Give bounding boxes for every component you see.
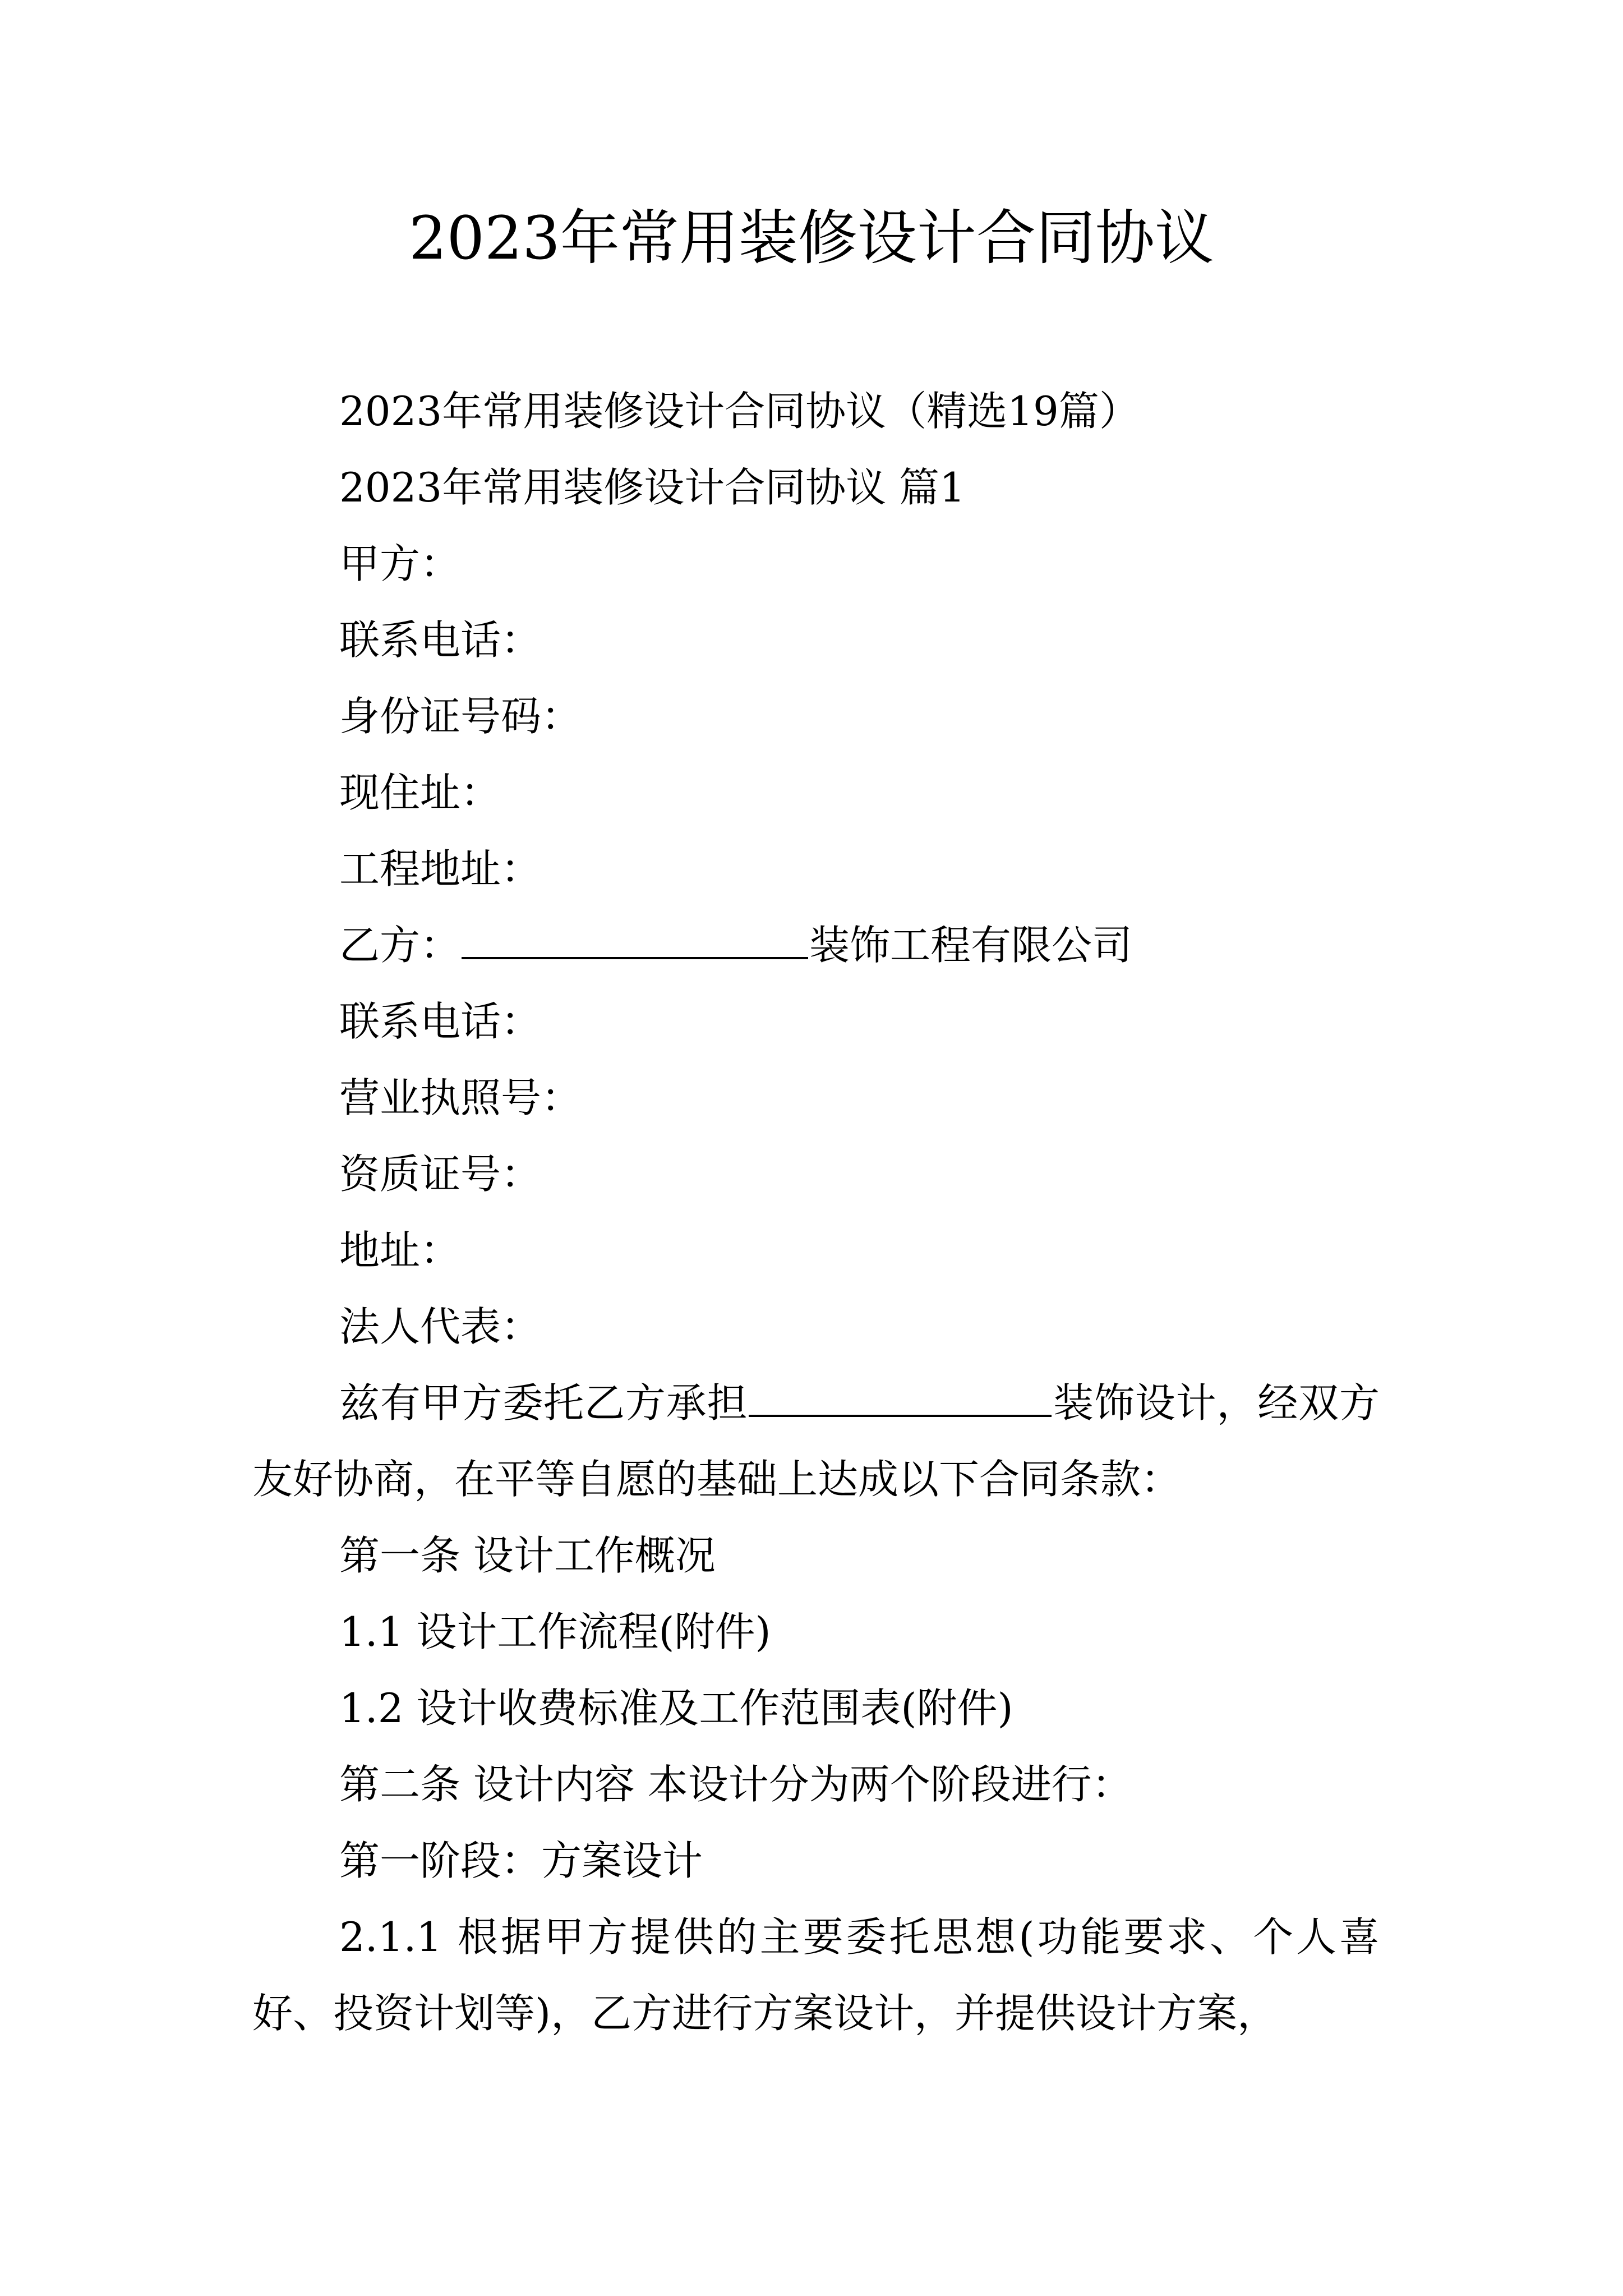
intro-prefix: 兹有甲方委托乙方承担: [339, 1379, 748, 1427]
party-b-suffix: 装饰工程有限公司: [809, 922, 1133, 969]
document-title: 2023年常用装修设计合同协议: [409, 204, 1214, 273]
party-a-label: 甲方：: [339, 540, 461, 587]
party-a-address-label: 现住址：: [339, 769, 501, 816]
item-1-2: 1.2 设计收费标准及工作范围表(附件): [339, 1685, 1013, 1732]
document-body: [252, 373, 1380, 2051]
party-a-phone-label: 联系电话：: [339, 616, 542, 664]
business-license-label: 营业执照号：: [339, 1074, 582, 1121]
intro-suffix: 装饰设计，经双方友好协商，在平等自愿的基础上达成以下合同条款：: [252, 1379, 1380, 1503]
section-heading: 2023年常用装修设计合同协议 篇1: [339, 464, 965, 511]
intro-blank: [749, 1378, 1052, 1417]
subtitle-line: 2023年常用装修设计合同协议（精选19篇）: [339, 388, 1140, 435]
party-a-id-label: 身份证号码：: [339, 693, 582, 740]
project-address-label: 工程地址：: [339, 845, 542, 892]
party-b-line: [252, 907, 1380, 983]
stage-1-heading: 第一阶段：方案设计: [339, 1837, 703, 1884]
intro-paragraph: [252, 1365, 1380, 1517]
party-b-address-label: 地址：: [339, 1227, 461, 1274]
qualification-label: 资质证号：: [339, 1151, 542, 1198]
article-1-heading: 第一条 设计工作概况: [339, 1532, 716, 1579]
item-1-1: 1.1 设计工作流程(附件): [339, 1608, 771, 1655]
legal-rep-label: 法人代表：: [339, 1303, 542, 1350]
party-b-blank: [462, 921, 808, 959]
item-2-1-1: 2.1.1 根据甲方提供的主要委托思想(功能要求、个人喜好、投资计划等)，乙方进行方案设计，并提供设计方案，: [252, 1913, 1380, 2037]
article-2-heading: 第二条 设计内容 本设计分为两个阶段进行：: [339, 1761, 1132, 1808]
party-b-prefix: 乙方：: [339, 922, 461, 969]
party-b-phone-label: 联系电话：: [339, 998, 542, 1045]
